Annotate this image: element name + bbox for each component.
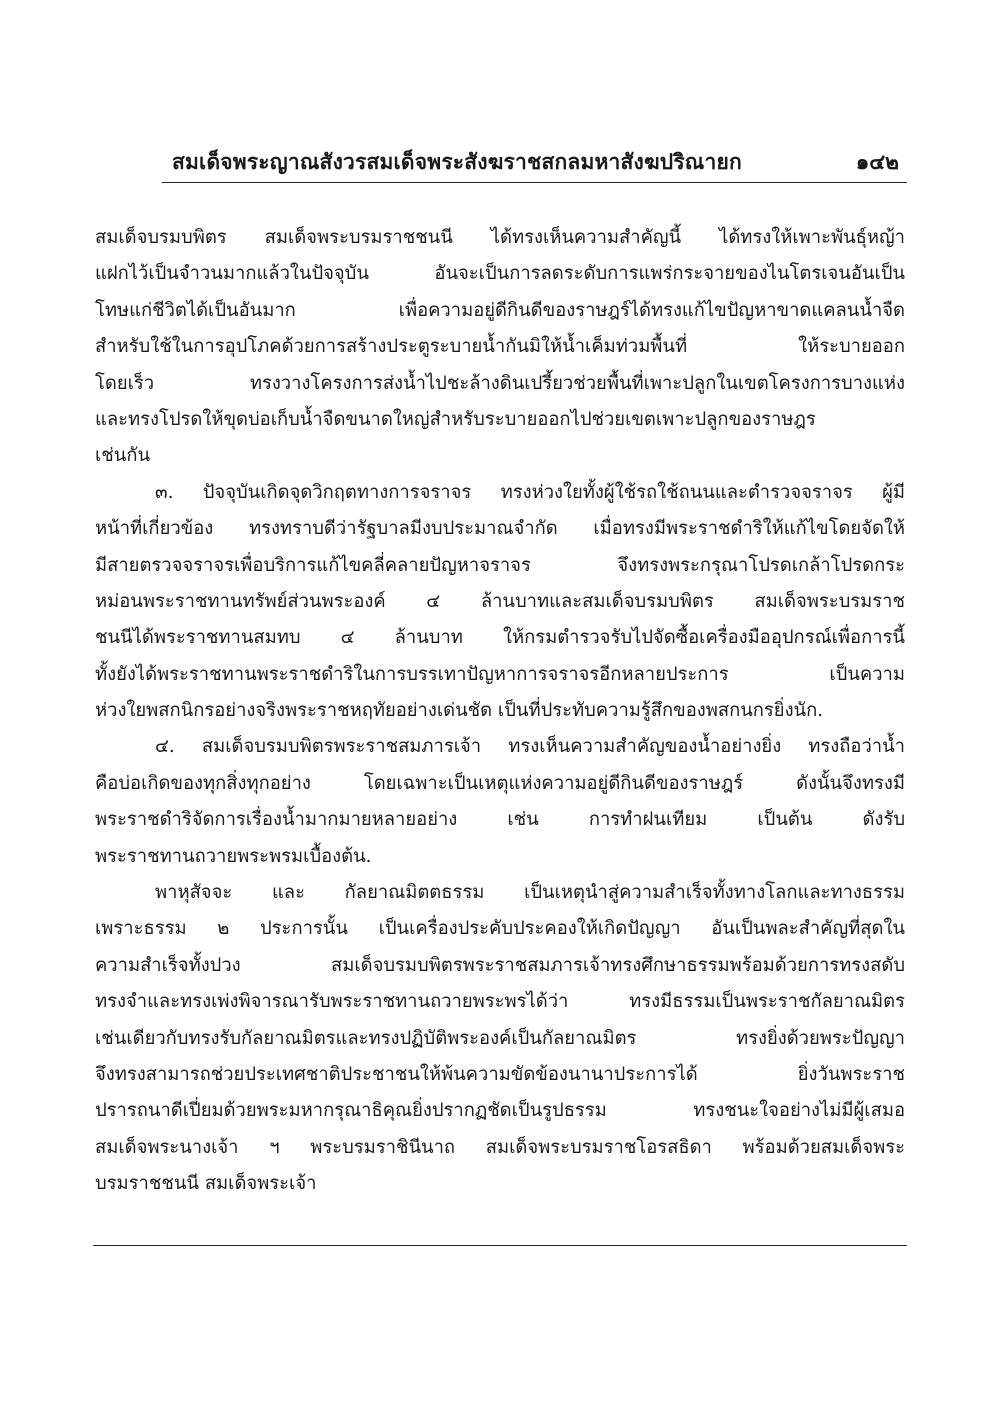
text-line: เช่นเดียวกับทรงรับกัลยาณมิตรและทรงปฏิบัติพระองค์เป็นกัลยาณมิตร ทรงยิ่งด้วยพระปัญญา <box>95 1027 905 1049</box>
text-line: ห่วงใยพสกนิกรอย่างจริงพระราชหฤทัยอย่างเด่นชัด เป็นที่ประทับความรู้สึกของพสกนกรยิ่งนัก. <box>95 700 824 722</box>
text-line: โดยเร็ว ทรงวางโครงการส่งน้ำไปชะล้างดินเปรี้ยวช่วยพื้นที่เพาะปลูกในเขตโครงการบางแห่ง <box>95 372 905 394</box>
text-line: สำหรับใช้ในการอุปโภคด้วยการสร้างประตูระบายน้ำกันมิให้น้ำเค็มท่วมพื้นที่ ให้ระบายออก <box>95 336 905 358</box>
header-title: สมเด็จพระญาณสังวรสมเด็จพระสังฆราชสกลมหาสังฆปริณายก <box>172 150 742 174</box>
text-line: มีสายตรวจจราจรเพื่อบริการแก้ไขคลี่คลายปัญหาจราจร จึงทรงพระกรุณาโปรดเกล้าโปรดกระ <box>95 554 905 576</box>
text-line: สมเด็จบรมบพิตร สมเด็จพระบรมราชชนนี ได้ทรงเห็นความสำคัญนี้ ได้ทรงให้เพาะพันธุ์หญ้า <box>95 227 905 248</box>
text-line: สมเด็จพระนางเจ้า ฯ พระบรมราชินีนาถ สมเด็จพระบรมราชโอรสธิดา พร้อมด้วยสมเด็จพระ <box>95 1136 905 1158</box>
text-line: ปรารถนาดีเปี่ยมด้วยพระมหากรุณาธิคุณยิ่งปรากฏชัดเป็นรูปธรรม ทรงชนะใจอย่างไม่มีผู้เสมอ <box>95 1100 905 1122</box>
text-line: แฝกไว้เป็นจำวนมากแล้วในปัจจุบัน อันจะเป็นการลดระดับการแพร่กระจายของไนโตรเจนอันเป็น <box>95 263 905 285</box>
text-line: หม่อนพระราชทานทรัพย์ส่วนพระองค์ ๔ ล้านบาทและสมเด็จบรมบพิตร สมเด็จพระบรมราช <box>95 590 905 612</box>
text-line: บรมราชชนนี สมเด็จพระเจ้า <box>95 1173 317 1195</box>
text-line: พระราชทานถวายพระพรมเบื้องต้น. <box>95 845 372 867</box>
text-line: เพราะธรรม ๒ ประการนั้น เป็นเครื่องประคับประคองให้เกิดปัญญา อันเป็นพละสำคัญที่สุดใน <box>95 918 905 940</box>
text-line: ความสำเร็จทั้งปวง สมเด็จบรมบพิตรพระราชสมภารเจ้าทรงศึกษาธรรมพร้อมด้วยการทรงสดับ <box>95 954 905 976</box>
text-line: ๔. สมเด็จบรมบพิตรพระราชสมภารเจ้า ทรงเห็นความสำคัญของน้ำอย่างยิ่ง ทรงถือว่าน้ำ <box>155 736 905 758</box>
text-line: ชนนีได้พระราชทานสมทบ ๔ ล้านบาท ให้กรมตำรวจรับไปจัดซื้อเครื่องมืออุปกรณ์เพื่อการนี้ <box>95 627 905 649</box>
text-line: และทรงโปรดให้ขุดบ่อเก็บน้ำจืดขนาดใหญ่สำหรับระบายออกไปช่วยเขตเพาะปลูกของราษฎร <box>95 408 816 430</box>
footer-divider <box>93 1245 907 1246</box>
page-number: ๑๔๒ <box>855 150 899 174</box>
text-line: ทรงจำและทรงเพ่งพิจารณารับพระราชทานถวายพระพรได้ว่า ทรงมีธรรมเป็นพระราชกัลยาณมิตร <box>95 991 905 1013</box>
text-line: พระราชดำริจัดการเรื่องน้ำมากมายหลายอย่าง เช่น การทำฝนเทียม เป็นต้น ดังรับ <box>95 809 905 831</box>
text-line: ทั้งยังได้พระราชทานพระราชดำริในการบรรเทาปัญหาการจราจรอีกหลายประการ เป็นความ <box>95 663 905 685</box>
text-line: คือบ่อเกิดของทุกสิ่งทุกอย่าง โดยเฉพาะเป็นเหตุแห่งความอยู่ดีกินดีของราษฎร์ ดังนั้นจึงทรงมี <box>95 772 905 794</box>
text-line: หน้าที่เกี่ยวข้อง ทรงทราบดีว่ารัฐบาลมีงบประมาณจำกัด เมื่อทรงมีพระราชดำริให้แก้ไขโดยจัดให้ <box>95 518 905 540</box>
text-line: เช่นกัน <box>95 445 151 467</box>
text-line: ๓. ปัจจุบันเกิดจุดวิกฤตทางการจราจร ทรงห่วงใยทั้งผู้ใช้รถใช้ถนนและตำรวจจราจร ผู้มี <box>155 481 905 503</box>
text-line: จึงทรงสามารถช่วยประเทศชาติประชาชนให้พ้นความขัดข้องนานาประการได้ ยิ่งวันพระราช <box>95 1063 905 1085</box>
text-line: โทษแก่ชีวิตได้เป็นอันมาก เพื่อความอยู่ดีกินดีของราษฎร์ได้ทรงแก้ไขปัญหาขาดแคลนน้ำจืด <box>95 299 905 321</box>
body-text <box>95 220 905 1203</box>
text-line: พาหุสัจจะ และ กัลยาณมิตตธรรม เป็นเหตุนำสู่ความสำเร็จทั้งทางโลกและทางธรรม <box>155 882 905 904</box>
page-header <box>162 142 907 183</box>
